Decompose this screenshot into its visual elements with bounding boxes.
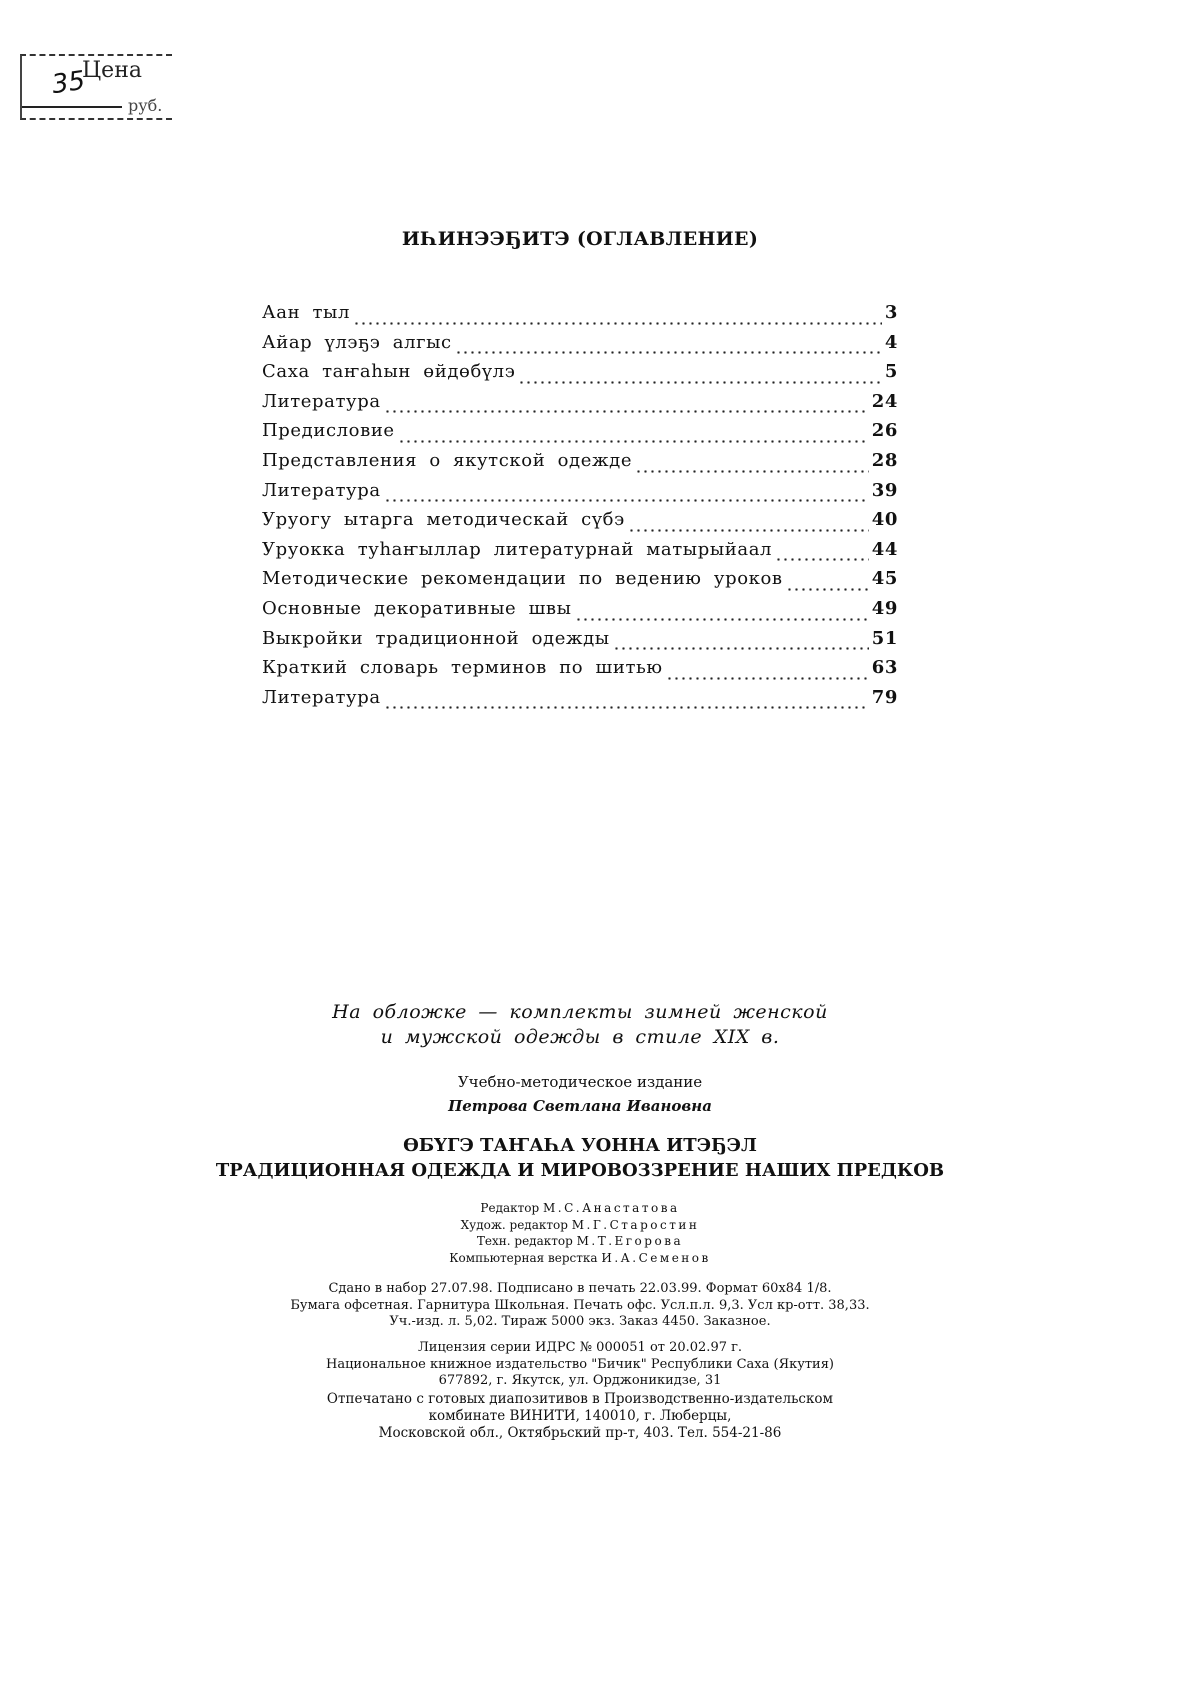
toc-title: ИҺИНЭЭҔИТЭ (ОГЛАВЛЕНИЕ) — [401, 228, 759, 250]
toc-entry-page: 44 — [871, 538, 898, 560]
author-name: Петрова Светлана Ивановна — [448, 1097, 712, 1115]
edition-kind: Учебно-методическое издание — [457, 1073, 703, 1091]
toc-entry-page: 26 — [871, 420, 898, 442]
dot-leader — [353, 322, 882, 325]
publisher-line: Лицензия серии ИДРС № 000051 от 20.02.97 г. — [417, 1340, 743, 1355]
toc-entry-page: 45 — [871, 568, 898, 590]
toc-entry-label: Литература — [262, 686, 381, 708]
toc-entry-page: 5 — [884, 361, 898, 383]
toc-entry-label: Методические рекомендации по ведению уроков — [262, 568, 783, 590]
printer-line: комбинате ВИНИТИ, 140010, г. Люберцы, — [428, 1408, 732, 1424]
toc-entry — [262, 687, 898, 717]
editor-line — [0, 1200, 1160, 1217]
dot-leader — [518, 381, 881, 384]
dot-leader — [786, 588, 869, 591]
toc-entry-page: 79 — [871, 686, 898, 708]
dot-leader — [384, 499, 869, 502]
toc-entry — [262, 539, 898, 569]
dot-leader — [384, 706, 869, 709]
toc-entry — [262, 628, 898, 658]
stamp-price: 35 — [50, 65, 88, 101]
editor-role: Худож. редактор — [460, 1217, 568, 1232]
toc-entry — [262, 568, 898, 598]
book-titles — [0, 1133, 1160, 1183]
toc-entry-page: 40 — [871, 509, 898, 531]
toc-entry — [262, 657, 898, 687]
toc-entry-label: Выкройки традиционной одежды — [262, 627, 610, 649]
dot-leader — [613, 647, 869, 650]
toc-entry-label: Литература — [262, 390, 381, 412]
print-details-line: Сдано в набор 27.07.98. Подписано в печать 22.03.99. Формат 60x84 1/8. — [328, 1281, 832, 1296]
dot-leader — [384, 410, 869, 413]
toc-entry-label: Уруогу ытарга методическай сүбэ — [262, 509, 625, 531]
toc-entry — [262, 509, 898, 539]
toc-entry-page: 28 — [871, 449, 898, 471]
stamp-word: Цена — [82, 58, 142, 83]
toc-entry — [262, 391, 898, 421]
dot-leader — [575, 618, 869, 621]
toc-entry-label: Айар үлэҕэ алгыс — [262, 331, 452, 353]
toc-entry-label: Основные декоративные швы — [262, 597, 572, 619]
dot-leader — [635, 470, 869, 473]
toc-entry-label: Уруокка туһаҥыллар литературнай матырыйаал — [262, 538, 773, 560]
toc-entry-label: Предисловие — [262, 420, 395, 442]
toc-entry-page: 51 — [871, 627, 898, 649]
dot-leader — [666, 677, 869, 680]
cover-note-line: На обложке — комплекты зимней женской — [332, 1001, 828, 1023]
printer-line: Отпечатано с готовых диапозитивов в Производственно-издательском — [326, 1391, 834, 1407]
toc-entry-page: 39 — [871, 479, 898, 501]
toc-entry-page: 3 — [884, 302, 898, 323]
print-details — [0, 1281, 1160, 1331]
toc-entry-label: Саха таҥаһын өйдөбүлэ — [262, 361, 516, 383]
book-title-sakha: ӨБҮГЭ ТАҤАҺА УОННА ИТЭҔЭЛ — [403, 1135, 757, 1156]
toc-entry-page: 49 — [871, 597, 898, 619]
toc-entry-page: 24 — [871, 390, 898, 412]
editor-line — [0, 1250, 1160, 1267]
toc-entry-page: 63 — [871, 657, 898, 679]
toc-entry — [262, 361, 898, 391]
editors-list — [0, 1200, 1160, 1266]
dot-leader — [775, 558, 869, 561]
publisher-line: 677892, г. Якутск, ул. Орджоникидзе, 31 — [438, 1373, 722, 1388]
editor-name: М.Г.Старостин — [571, 1217, 700, 1232]
printer-line: Московской обл., Октябрьский пр-т, 403. Тел. 554-21-86 — [378, 1425, 782, 1441]
toc-entry — [262, 598, 898, 628]
editor-name: М.С.Анастатова — [542, 1201, 680, 1215]
publisher-info — [0, 1340, 1160, 1390]
editor-line — [0, 1217, 1160, 1234]
cover-note-line: и мужской одежды в стиле XIX в. — [380, 1026, 780, 1048]
toc-entry — [262, 480, 898, 510]
toc-entry-label: Представления о якутской одежде — [262, 449, 633, 471]
editor-name: И.А.Семенов — [601, 1250, 711, 1265]
editor-role: Компьютерная верстка — [449, 1250, 598, 1265]
toc-entry-label: Аан тыл — [262, 302, 351, 323]
editor-role: Редактор — [480, 1201, 540, 1215]
dot-leader — [398, 440, 869, 443]
toc-entry — [262, 302, 898, 332]
book-title-russian: ТРАДИЦИОННАЯ ОДЕЖДА И МИРОВОЗЗРЕНИЕ НАШИХ ПРЕДКОВ — [215, 1160, 945, 1181]
stamp-line — [22, 106, 122, 108]
editor-name: М.Т.Егорова — [576, 1234, 684, 1248]
editor-role: Техн. редактор — [476, 1234, 573, 1248]
table-of-contents — [262, 302, 898, 716]
toc-entry — [262, 332, 898, 362]
publisher-line: Национальное книжное издательство "Бичик" Республики Саха (Якутия) — [325, 1356, 834, 1372]
cover-note — [0, 1000, 1160, 1050]
dot-leader — [628, 529, 869, 532]
print-details-line: Бумага офсетная. Гарнитура Школьная. Печать офс. Усл.п.л. 9,3. Усл кр-отт. 38,33. — [290, 1297, 870, 1313]
editor-line — [0, 1233, 1160, 1250]
toc-entry-label: Краткий словарь терминов по шитью — [262, 657, 663, 679]
print-details-line: Уч.-изд. л. 5,02. Тираж 5000 экз. Заказ 4450. Заказное. — [389, 1314, 771, 1329]
stamp-unit: руб. — [128, 96, 163, 115]
printer-info — [0, 1391, 1160, 1442]
toc-entry-label: Литература — [262, 479, 381, 501]
dot-leader — [455, 351, 882, 354]
price-stamp — [18, 44, 178, 126]
toc-entry — [262, 420, 898, 450]
toc-entry — [262, 450, 898, 480]
toc-entry-page: 4 — [884, 331, 898, 353]
